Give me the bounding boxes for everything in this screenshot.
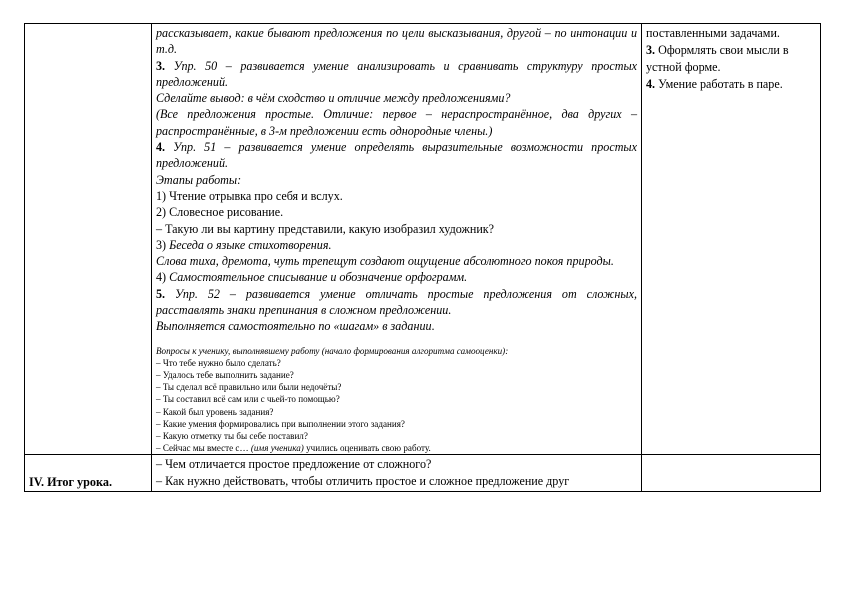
table-row (25, 455, 821, 492)
exercise-52: 5. Упр. 52 – развивается умение отличать простые предложения от сложных, расставлять знаки препинания в сложном предложении. (156, 286, 637, 318)
stages-title: Этапы работы: (156, 172, 242, 187)
stage-cell (25, 24, 152, 455)
self-eval-question: – Удалось тебе выполнить задание? (156, 370, 294, 381)
self-eval-header: Вопросы к ученику, выполнявшему работу (начало формирования алгоритма самооценки): (156, 345, 509, 356)
stage-title: IV. Итог урока. (25, 455, 152, 492)
skill-item-3: 3. Оформлять свои мысли в устной форме. (646, 43, 789, 74)
step-2: 2) Словесное рисование. (156, 205, 284, 220)
summary-cell (152, 455, 642, 492)
summary-question: – Как нужно действовать, чтобы отличить простое и сложное предложение друг (156, 474, 570, 489)
self-eval-question: – Ты сделал всё правильно или были недочёты? (156, 382, 342, 393)
skill-item-4: 4. Умение работать в паре. (646, 77, 783, 91)
steps-note: Выполняется самостоятельно по «шагам» в задании. (156, 319, 435, 334)
self-evaluation-block (156, 345, 637, 455)
self-eval-question: – Какие умения формировались при выполнении этого задания? (156, 418, 405, 429)
self-eval-question: – Что тебе нужно было сделать? (156, 357, 281, 368)
empty-cell (642, 455, 821, 492)
lesson-plan-table (24, 23, 821, 492)
conclusion-answer: (Все предложения простые. Отличие: первое – нераспространённое, два других – распространённые, в 3-м предложении есть однородные члены.) (156, 107, 637, 138)
self-eval-question: – Какую отметку ты бы себе поставил? (156, 431, 308, 442)
table-row (25, 24, 821, 455)
picture-question: – Такую ли вы картину представили, какую изобразил художник? (156, 221, 495, 236)
self-eval-question: – Какой был уровень задания? (156, 406, 274, 417)
self-eval-question: – Сейчас мы вместе с… (имя ученика) учились оценивать свою работу. (156, 443, 431, 454)
step-4: 4) Самостоятельное списывание и обозначение орфограмм. (156, 270, 468, 285)
activity-cell (152, 24, 642, 455)
skills-cell (642, 24, 821, 455)
summary-question: – Чем отличается простое предложение от сложного? (156, 457, 432, 472)
skills-line: поставленными задачами. (646, 26, 780, 40)
exercise-50: 3. Упр. 50 – развивается умение анализировать и сравнивать структуру простых предложений. (156, 58, 637, 89)
words-note: Слова тиха, дремота, чуть трепещут создают ощущение абсолютного покоя природы. (156, 254, 614, 269)
step-1: 1) Чтение отрывка про себя и вслух. (156, 188, 343, 203)
self-eval-question: – Ты составил всё сам или с чьей-то помощью? (156, 394, 340, 405)
step-3: 3) Беседа о языке стихотворения. (156, 237, 332, 252)
conclusion-question: Сделайте вывод: в чём сходство и отличие между предложениями? (156, 91, 511, 106)
exercise-51: 4. Упр. 51 – развивается умение определять выразительные возможности простых предложений. (156, 140, 637, 171)
intro-text: рассказывает, какие бывают предложения по цели высказывания, другой – по интонации и т.д. (156, 26, 637, 57)
